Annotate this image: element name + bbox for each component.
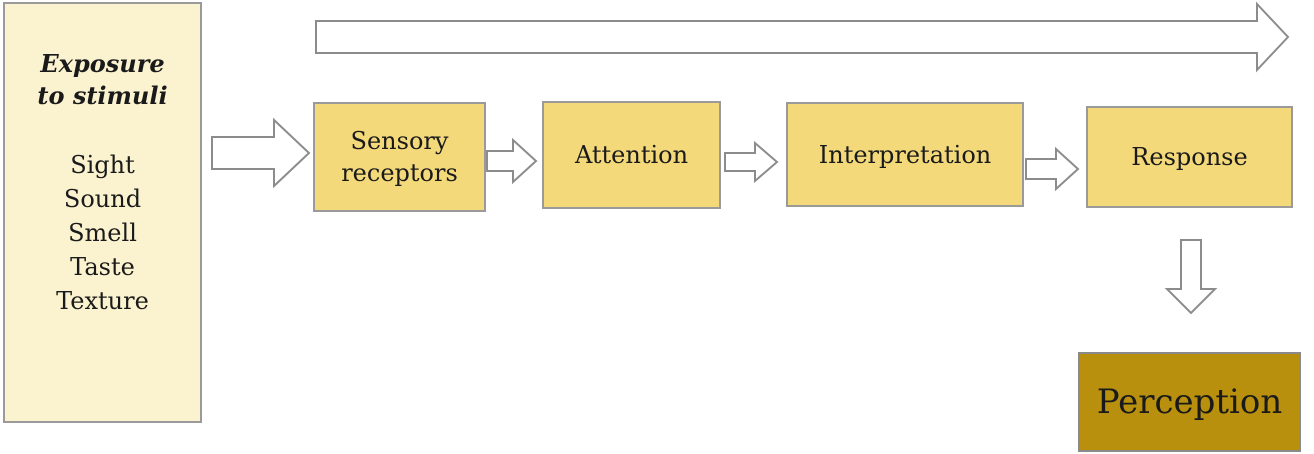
stimuli-list: [56, 148, 149, 318]
overall-flow-arrow: [316, 4, 1288, 70]
arrow-sensory-to-attention: [487, 140, 536, 182]
stimulus-item: Sound: [63, 184, 142, 213]
step-interpretation: Interpretation: [786, 102, 1024, 207]
stimuli-title: Exposure to stimuli: [37, 48, 168, 110]
stimulus-item: Sight: [70, 150, 135, 179]
step-response: Response: [1086, 106, 1293, 208]
stimulus-item: Smell: [68, 218, 137, 247]
stimuli-box: [3, 2, 202, 423]
arrow-response-to-perception: [1167, 240, 1215, 313]
stimulus-item: Texture: [56, 286, 149, 315]
arrow-interpretation-to-response: [1026, 149, 1078, 189]
step-sensory-receptors: Sensory receptors: [313, 102, 486, 212]
step-attention: Attention: [542, 101, 721, 209]
arrow-stimuli-to-sensory: [212, 120, 309, 186]
stimulus-item: Taste: [70, 252, 135, 281]
arrow-attention-to-interpretation: [725, 143, 777, 181]
perception-box: Perception: [1078, 352, 1301, 452]
